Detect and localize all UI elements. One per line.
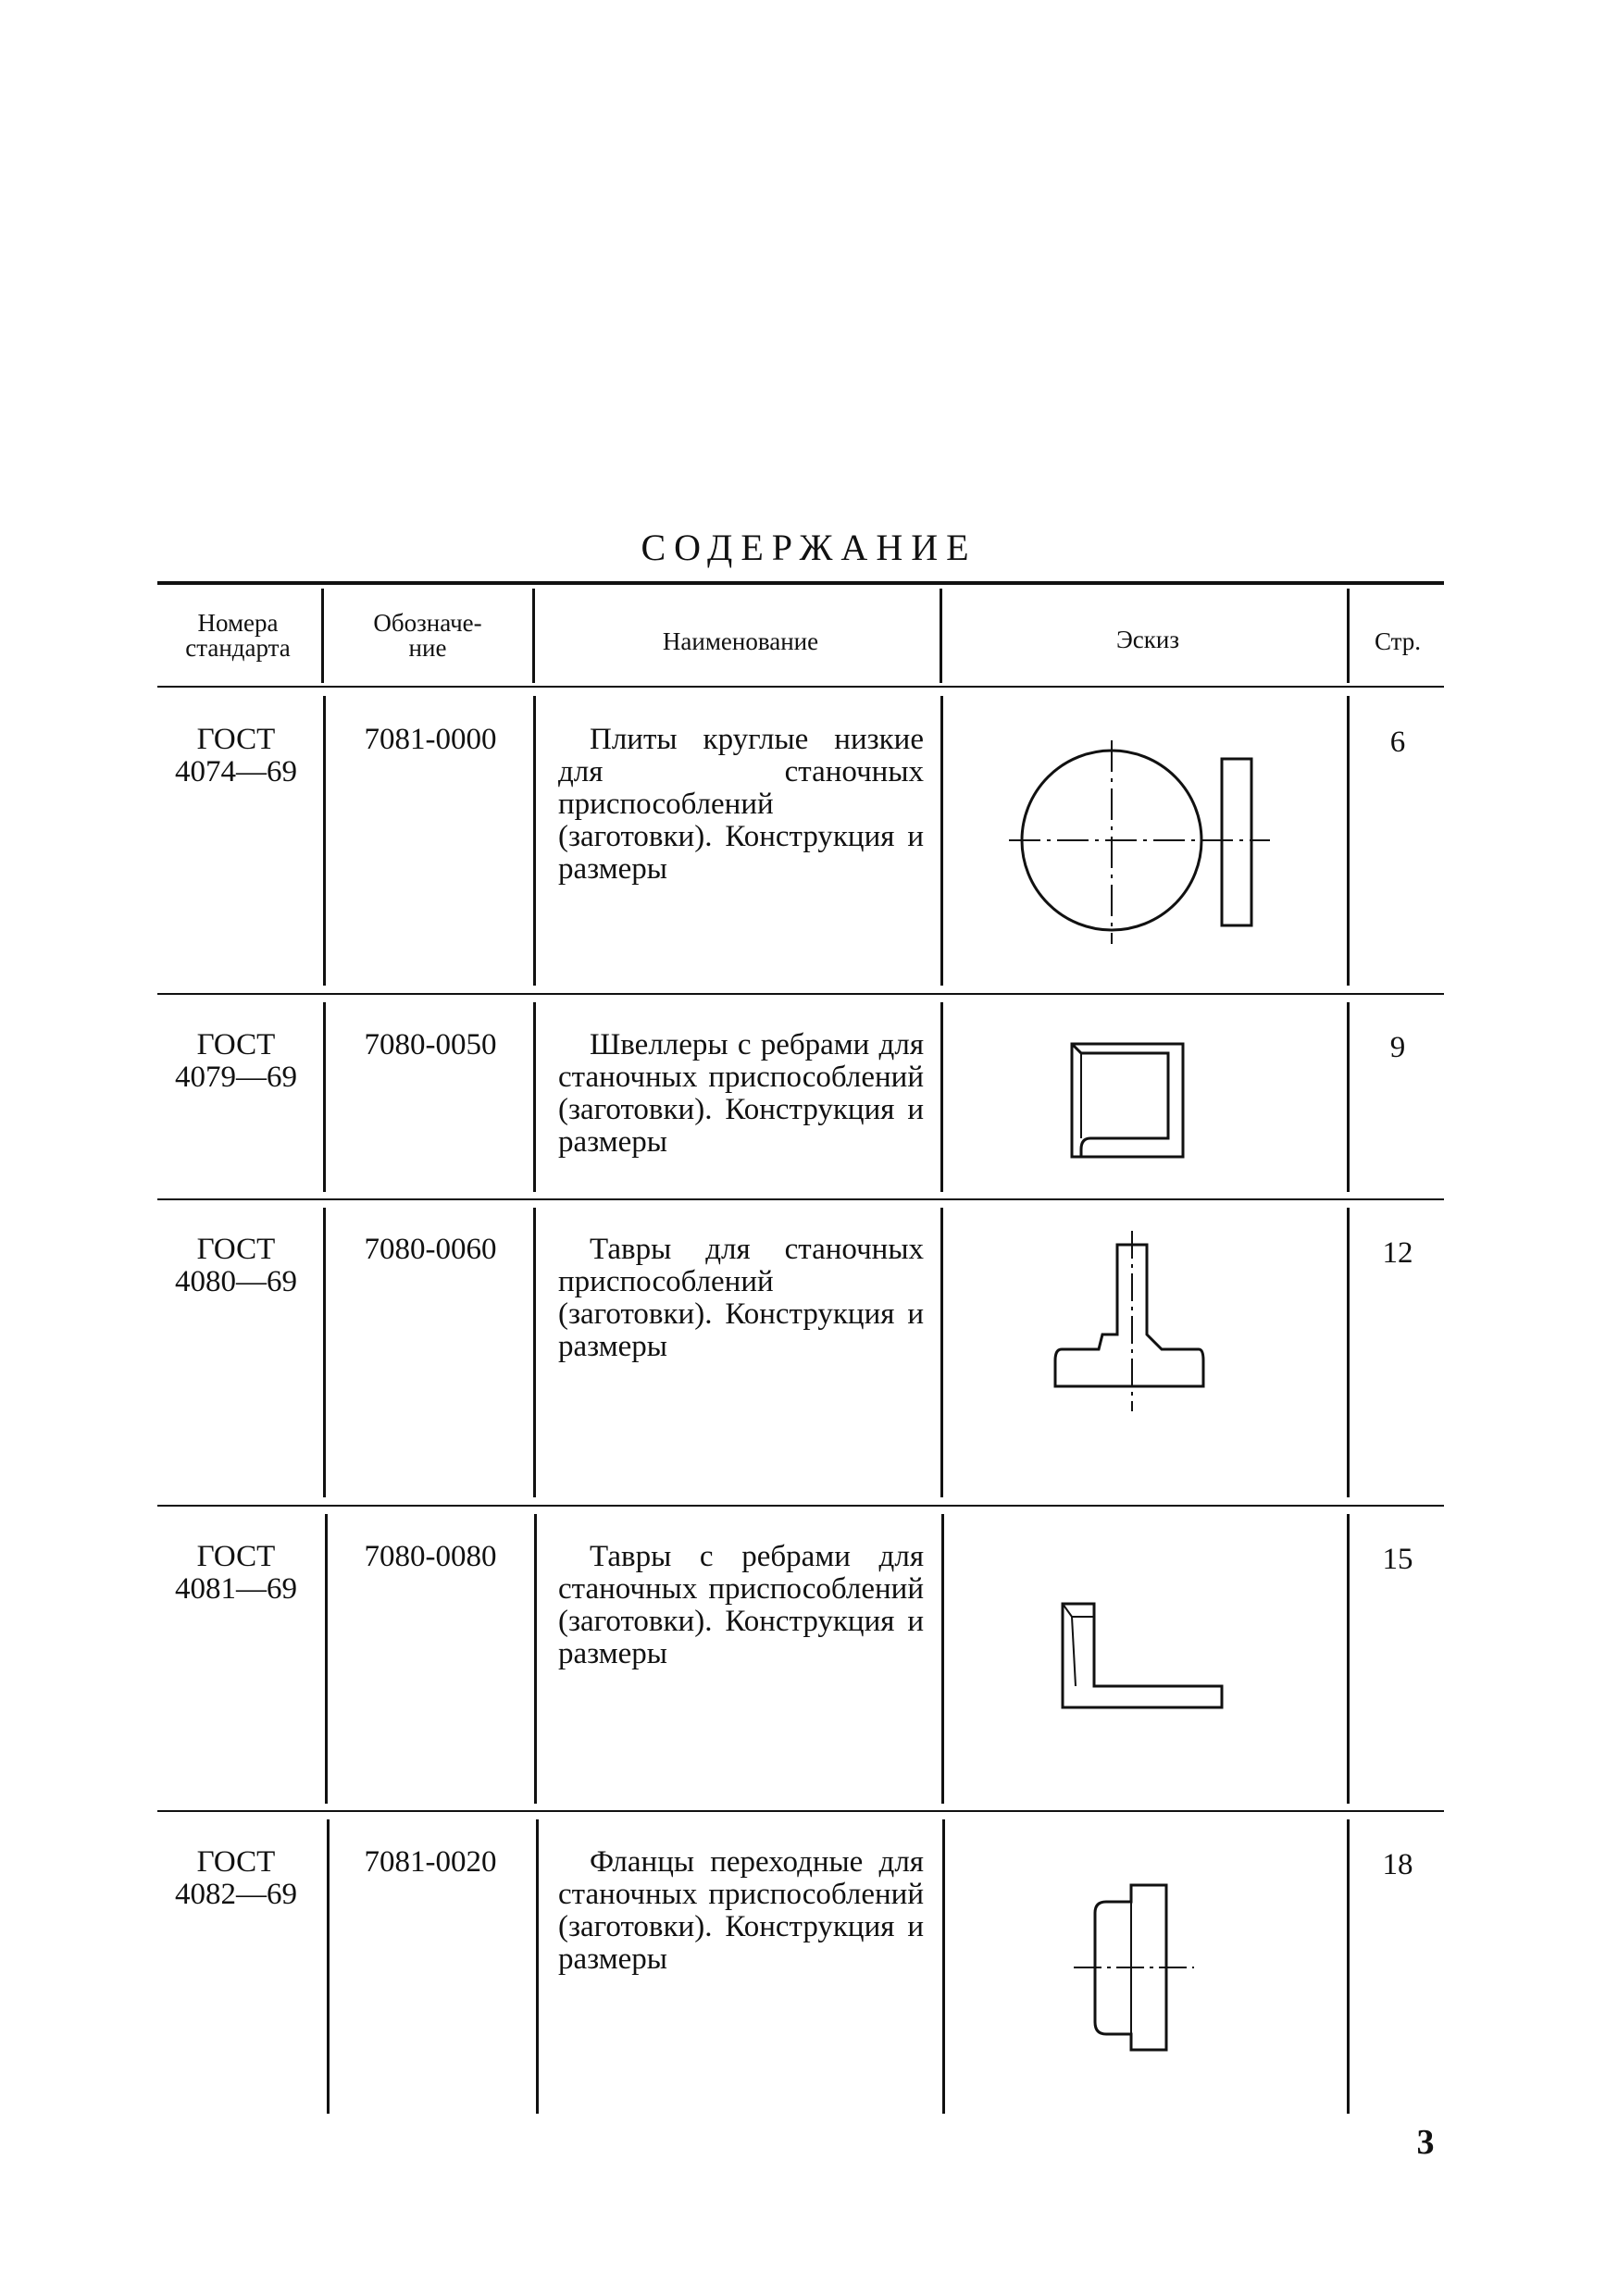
column-header-standard-label: Номера стандарта — [185, 609, 291, 662]
table-row-4-page: 15 — [1382, 1543, 1413, 1576]
column-header-designation-label: Обозначе-ние — [373, 609, 482, 662]
row5-divider-2 — [536, 1819, 539, 2114]
row3-divider-1 — [323, 1208, 326, 1497]
standard-line1: ГОСТ — [196, 1540, 276, 1573]
row4-divider-4 — [1347, 1514, 1350, 1804]
table-row-4-name: Тавры с ребрами для станочных приспособлений (заготовки). Конструкция и размеры — [558, 1540, 924, 1670]
row4-divider-1 — [325, 1514, 328, 1804]
table-row-5-designation: 7081-0020 — [364, 1845, 497, 1879]
table-row-3-standard — [153, 1234, 319, 1298]
ribbed-tee-sketch-icon — [1055, 1596, 1240, 1735]
row5-divider-4 — [1347, 1819, 1350, 2114]
standard-line2: 4081—69 — [175, 1572, 297, 1606]
row1-divider-4 — [1347, 696, 1350, 986]
standard-line1: ГОСТ — [196, 723, 276, 756]
table-row-4-standard — [153, 1541, 319, 1606]
row2-divider-1 — [323, 1002, 326, 1192]
round-plate-sketch-icon — [1000, 736, 1296, 949]
column-header-page: Стр. — [1374, 627, 1422, 655]
table-row-2-designation: 7080-0050 — [364, 1028, 497, 1061]
table-row-3-page: 12 — [1382, 1236, 1413, 1270]
standard-line2: 4074—69 — [175, 755, 297, 788]
table-row-2-page: 9 — [1389, 1031, 1406, 1064]
header-divider-2 — [532, 589, 535, 683]
column-header-designation — [326, 611, 529, 661]
row3-divider-3 — [940, 1208, 943, 1497]
header-rule — [157, 686, 1444, 688]
table-row-1-designation: 7081-0000 — [364, 723, 497, 756]
channel-sketch-icon — [1064, 1036, 1194, 1161]
standard-line2: 4082—69 — [175, 1878, 297, 1911]
row1-divider-1 — [323, 696, 326, 986]
table-row-5-page: 18 — [1382, 1848, 1413, 1881]
table-row-1-name: Плиты круглые низкие для станочных приспособлений (заготовки). Конструкция и размеры — [558, 723, 924, 886]
row-separator-4 — [157, 1810, 1444, 1812]
standard-line2: 4080—69 — [175, 1265, 297, 1298]
table-row-2-standard — [153, 1029, 319, 1094]
table-top-rule — [157, 581, 1444, 585]
row2-divider-3 — [940, 1002, 943, 1192]
column-header-standard — [159, 611, 317, 661]
column-header-name: Наименование — [662, 627, 819, 655]
row3-divider-4 — [1347, 1208, 1350, 1497]
standard-line1: ГОСТ — [196, 1028, 276, 1061]
header-divider-1 — [321, 589, 324, 683]
standard-line1: ГОСТ — [196, 1845, 276, 1879]
table-row-1-page: 6 — [1389, 726, 1406, 759]
standard-line2: 4079—69 — [175, 1061, 297, 1094]
row1-divider-3 — [940, 696, 943, 986]
row-separator-2 — [157, 1198, 1444, 1200]
row3-divider-2 — [533, 1208, 536, 1497]
row2-divider-2 — [533, 1002, 536, 1192]
row-separator-3 — [157, 1505, 1444, 1507]
table-row-3-name: Тавры для станочных приспособлений (заготовки). Конструкция и размеры — [558, 1233, 924, 1363]
standard-line1: ГОСТ — [196, 1233, 276, 1266]
column-header-sketch: Эскиз — [1115, 626, 1180, 653]
table-row-1-standard — [153, 724, 319, 788]
header-divider-3 — [940, 589, 942, 683]
row4-divider-3 — [941, 1514, 944, 1804]
flange-sketch-icon — [1064, 1865, 1203, 2059]
page-number: 3 — [1416, 2123, 1435, 2162]
row5-divider-3 — [942, 1819, 945, 2114]
row2-divider-4 — [1347, 1002, 1350, 1192]
row1-divider-2 — [533, 696, 536, 986]
row-separator-1 — [157, 993, 1444, 995]
table-row-5-name: Фланцы переходные для станочных приспособлений (заготовки). Конструкция и размеры — [558, 1845, 924, 1976]
header-divider-4 — [1347, 589, 1350, 683]
table-row-3-designation: 7080-0060 — [364, 1233, 497, 1266]
table-row-2-name: Швеллеры с ребрами для станочных приспособлений (заготовки). Конструкция и размеры — [558, 1028, 924, 1159]
table-row-5-standard — [153, 1846, 319, 1911]
page-title: СОДЕРЖАНИЕ — [641, 527, 977, 568]
table-row-4-designation: 7080-0080 — [364, 1540, 497, 1573]
row4-divider-2 — [534, 1514, 537, 1804]
tee-sketch-icon — [1051, 1231, 1213, 1416]
